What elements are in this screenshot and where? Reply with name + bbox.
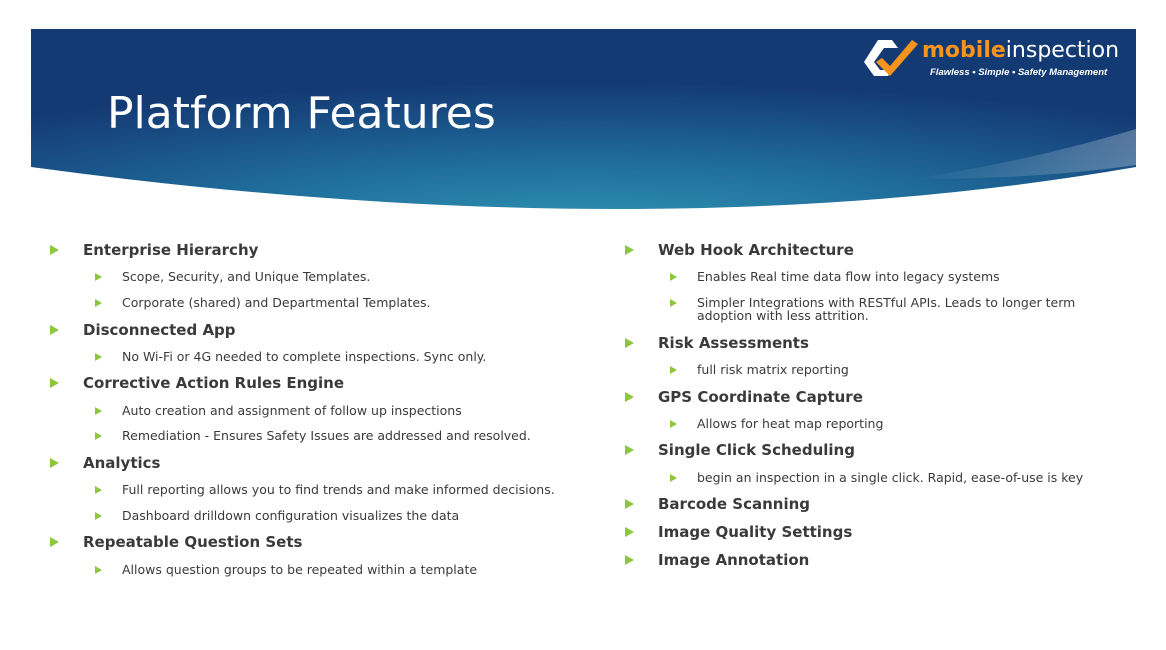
company-logo [862,36,1120,82]
bullet-arrow-icon [670,366,677,374]
logo-mark-icon [862,36,920,80]
feature-detail-continuation: adoption with less attrition. [697,308,869,323]
bullet-arrow-icon [95,512,102,520]
logo-wordmark [922,40,1119,62]
feature-heading: Single Click Scheduling [658,441,855,459]
bullet-arrow-icon [50,325,59,335]
bullet-arrow-icon [670,474,677,482]
feature-heading: Analytics [83,454,161,472]
feature-heading: Repeatable Question Sets [83,533,303,551]
bullet-arrow-icon [625,555,634,565]
bullet-arrow-icon [625,445,634,455]
feature-heading: Disconnected App [83,321,236,339]
bullet-arrow-icon [50,537,59,547]
feature-detail: full risk matrix reporting [697,362,849,377]
feature-heading: Image Annotation [658,551,810,569]
slide-title: Platform Features [107,88,496,139]
bullet-arrow-icon [670,420,677,428]
bullet-arrow-icon [625,245,634,255]
bullet-arrow-icon [50,378,59,388]
bullet-arrow-icon [625,499,634,509]
feature-detail: Remediation - Ensures Safety Issues are addressed and resolved. [122,428,531,443]
feature-heading: Image Quality Settings [658,523,853,541]
bullet-arrow-icon [95,432,102,440]
feature-detail: No Wi-Fi or 4G needed to complete inspections. Sync only. [122,349,487,364]
bullet-arrow-icon [625,338,634,348]
feature-heading: Corrective Action Rules Engine [83,374,345,392]
logo-word-mobile: mobile [922,38,1006,63]
bullet-arrow-icon [625,527,634,537]
bullet-arrow-icon [50,245,59,255]
feature-detail: Corporate (shared) and Departmental Templates. [122,295,431,310]
bullet-arrow-icon [670,273,677,281]
feature-detail: Auto creation and assignment of follow up inspections [122,403,462,418]
feature-heading: Enterprise Hierarchy [83,241,259,259]
feature-detail: Scope, Security, and Unique Templates. [122,269,371,284]
bullet-arrow-icon [670,299,677,307]
logo-word-inspection: inspection [1005,38,1120,63]
bullet-arrow-icon [95,273,102,281]
feature-detail: begin an inspection in a single click. Rapid, ease-of-use is key [697,470,1084,485]
feature-detail: Enables Real time data flow into legacy systems [697,269,1000,284]
bullet-arrow-icon [95,407,102,415]
feature-detail: Simpler Integrations with RESTful APIs. Leads to longer term [697,295,1076,310]
feature-detail: Allows for heat map reporting [697,416,884,431]
bullet-arrow-icon [95,566,102,574]
feature-heading: Barcode Scanning [658,495,811,513]
feature-heading: GPS Coordinate Capture [658,388,863,406]
feature-heading: Web Hook Architecture [658,241,854,259]
bullet-arrow-icon [95,486,102,494]
bullet-arrow-icon [625,392,634,402]
bullet-arrow-icon [95,299,102,307]
logo-tagline: Flawless • Simple • Safety Management [930,67,1108,78]
feature-detail: Dashboard drilldown configuration visualizes the data [122,508,460,523]
feature-detail: Full reporting allows you to find trends and make informed decisions. [122,482,555,497]
bullet-arrow-icon [95,353,102,361]
bullet-arrow-icon [50,458,59,468]
feature-detail: Allows question groups to be repeated within a template [122,562,478,577]
feature-heading: Risk Assessments [658,334,809,352]
